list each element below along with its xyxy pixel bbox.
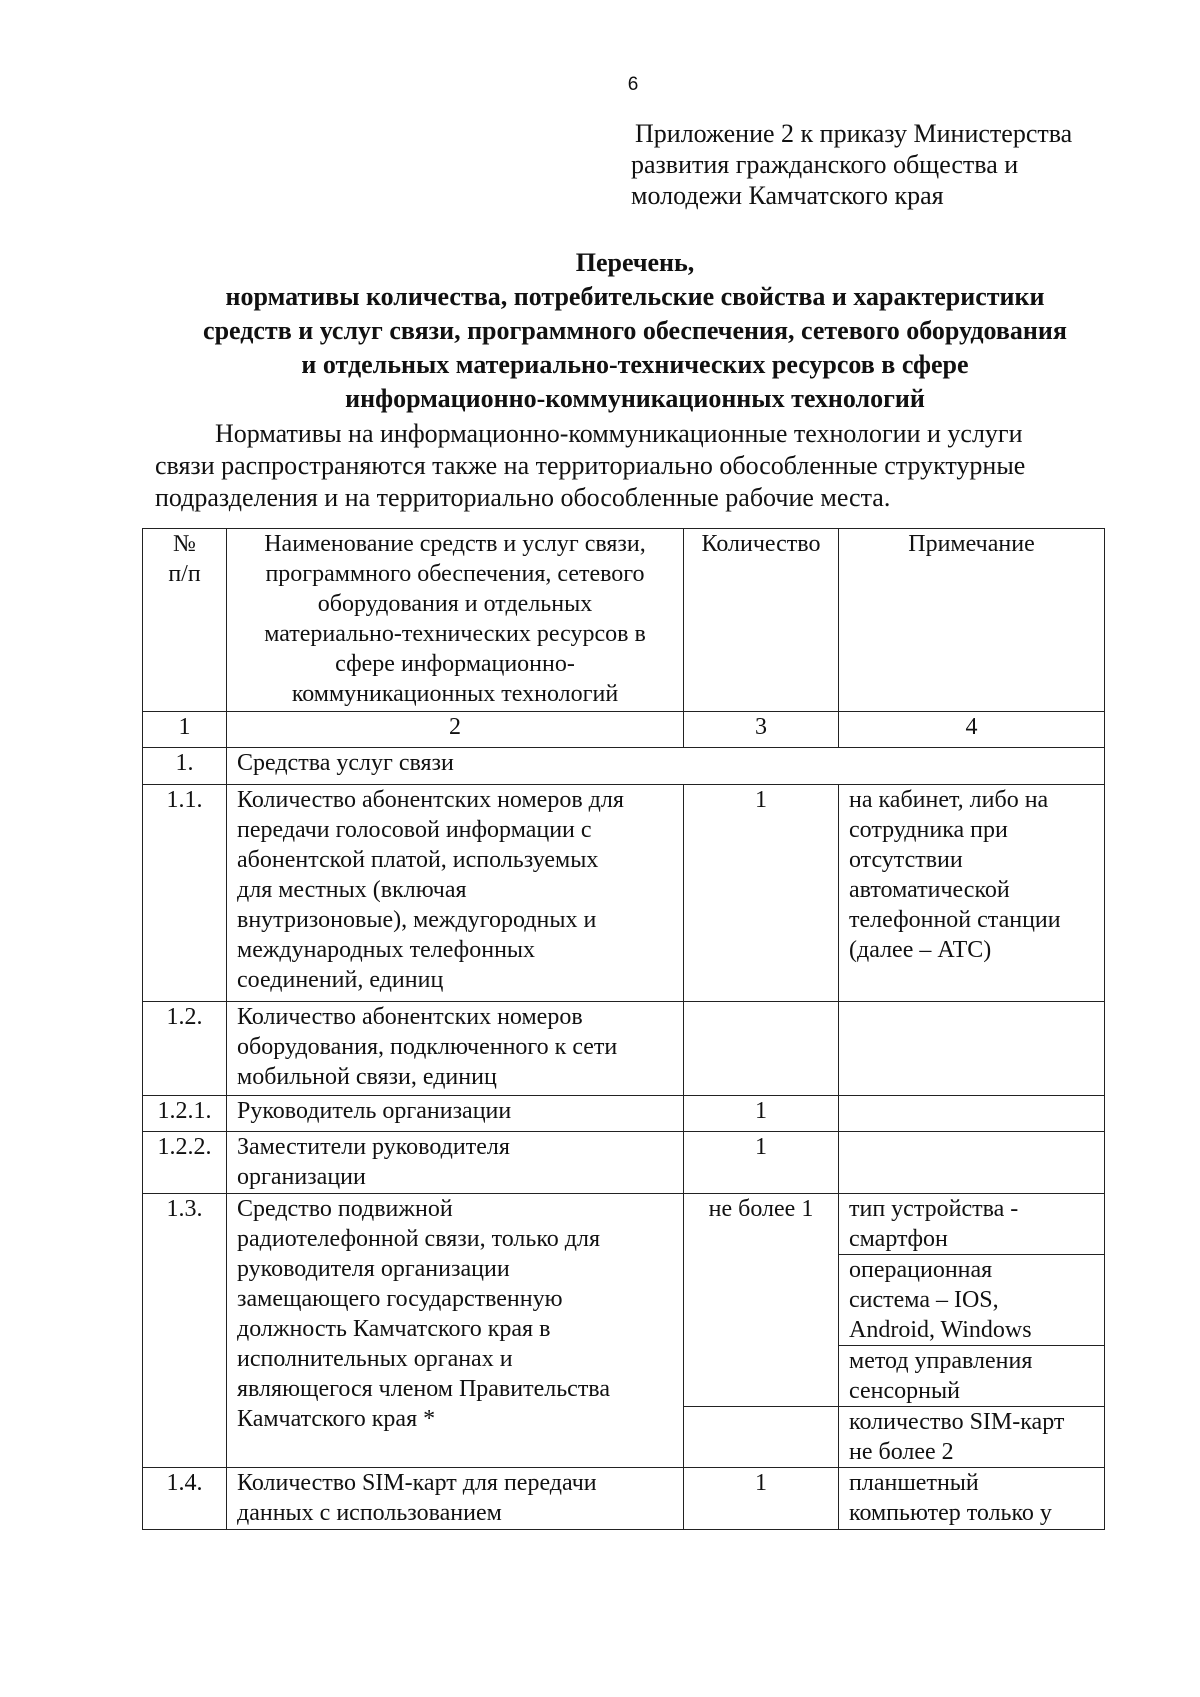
cell-line: Количество абонентских номеров для: [237, 787, 624, 813]
document-title: [150, 246, 1120, 416]
cell-line: №: [173, 531, 196, 557]
row-qty: 1: [684, 1132, 839, 1194]
cell-line: смартфон: [849, 1226, 948, 1252]
row-qty: 1: [684, 785, 839, 1002]
row-name: [227, 1468, 684, 1530]
page-number: 6: [627, 74, 639, 95]
appendix-line: Приложение 2 к приказу Министерства: [635, 119, 1073, 148]
cell-line: п/п: [168, 561, 201, 587]
table-row: [143, 785, 1105, 1002]
row-qty: [684, 1002, 839, 1096]
cell-line: (далее – АТС): [849, 937, 992, 963]
row-number: 1.3.: [143, 1194, 227, 1468]
row-qty: 1: [684, 1468, 839, 1530]
header-note: Примечание: [839, 529, 1105, 712]
table-row: [143, 1468, 1105, 1530]
column-number: 1: [143, 712, 227, 748]
cell-line: должность Камчатского края в: [237, 1316, 551, 1342]
cell-line: операционная: [849, 1257, 993, 1283]
section-title: [227, 748, 1105, 785]
column-number: 3: [684, 712, 839, 748]
row-number: 1.4.: [143, 1468, 227, 1530]
cell-line: Камчатского края *: [237, 1406, 436, 1432]
header-name: [227, 529, 684, 712]
cell-line: Наименование средств и услуг связи,: [264, 531, 646, 557]
row-number: 1.1.: [143, 785, 227, 1002]
header-qty: Количество: [684, 529, 839, 712]
header-num: [143, 529, 227, 712]
row-name: [227, 1096, 684, 1132]
row-name: [227, 1132, 684, 1194]
cell-line: планшетный: [849, 1470, 979, 1496]
cell-line: программного обеспечения, сетевого: [265, 561, 645, 587]
row-note: [839, 785, 1105, 1002]
title-line: средств и услуг связи, программного обеспечения, сетевого оборудования: [203, 316, 1067, 345]
cell-line: количество SIM-карт: [849, 1409, 1065, 1435]
column-number: 2: [227, 712, 684, 748]
cell-line: Количество SIM-карт для передачи: [237, 1470, 597, 1496]
cell-line: международных телефонных: [237, 937, 536, 963]
cell-line: замещающего государственную: [237, 1286, 563, 1312]
row-note: [839, 1255, 1105, 1346]
cell-line: радиотелефонной связи, только для: [237, 1226, 601, 1252]
title-line: и отдельных материально-технических ресурсов в сфере: [301, 350, 969, 379]
cell-line: Средства услуг связи: [237, 750, 454, 776]
title-line: нормативы количества, потребительские свойства и характеристики: [225, 282, 1045, 311]
row-number: 1.2.: [143, 1002, 227, 1096]
row-note: [839, 1002, 1105, 1096]
row-name: [227, 1002, 684, 1096]
table-row: [143, 1096, 1105, 1132]
cell-line: для местных (включая: [237, 877, 467, 903]
cell-line: исполнительных органах и: [237, 1346, 513, 1372]
cell-line: внутризоновые), междугородных и: [237, 907, 597, 933]
cell-line: Заместители руководителя: [237, 1134, 510, 1160]
row-number: 1.2.1.: [143, 1096, 227, 1132]
table-row: [143, 748, 1105, 785]
row-note: [839, 1407, 1105, 1468]
column-number-row: [143, 712, 1105, 748]
cell-line: соединений, единиц: [237, 967, 444, 993]
cell-line: абонентской платой, используемых: [237, 847, 599, 873]
row-note: [839, 1132, 1105, 1194]
row-note: [839, 1346, 1105, 1407]
row-name: [227, 1194, 684, 1468]
row-number: 1.2.2.: [143, 1132, 227, 1194]
cell-line: компьютер только у: [849, 1500, 1052, 1526]
title-line: информационно-коммуникационных технологий: [345, 384, 925, 413]
cell-line: оборудования и отдельных: [317, 591, 593, 617]
intro-line: связи распространяются также на территориально обособленные структурные: [155, 451, 1026, 480]
appendix-header: [631, 118, 1151, 211]
cell-line: Android, Windows: [849, 1317, 1032, 1343]
norms-table: [142, 528, 1105, 1530]
cell-line: организации: [237, 1164, 366, 1190]
cell-line: отсутствии: [849, 847, 963, 873]
cell-line: не более 2: [849, 1439, 954, 1465]
intro-paragraph: [155, 418, 1105, 514]
cell-line: данных с использованием: [237, 1500, 502, 1526]
table-row: [143, 1002, 1105, 1096]
appendix-line: молодежи Камчатского края: [631, 181, 944, 210]
cell-line: Средство подвижной: [237, 1196, 453, 1222]
title-line: Перечень,: [575, 248, 695, 277]
row-qty: не более 1: [684, 1194, 839, 1407]
cell-line: передачи голосовой информации с: [237, 817, 592, 843]
table-row: [143, 1194, 1105, 1255]
cell-line: система – IOS,: [849, 1287, 999, 1313]
cell-line: на кабинет, либо на: [849, 787, 1049, 813]
row-qty: [684, 1407, 839, 1468]
cell-line: сотрудника при: [849, 817, 1008, 843]
row-name: [227, 785, 684, 1002]
cell-line: руководителя организации: [237, 1256, 510, 1282]
cell-line: мобильной связи, единиц: [237, 1064, 497, 1090]
table-row: [143, 1132, 1105, 1194]
cell-line: оборудования, подключенного к сети: [237, 1034, 618, 1060]
row-number: 1.: [143, 748, 227, 785]
cell-line: коммуникационных технологий: [291, 681, 619, 707]
column-number: 4: [839, 712, 1105, 748]
cell-line: тип устройства -: [849, 1196, 1019, 1222]
cell-line: сенсорный: [849, 1378, 960, 1404]
row-qty: 1: [684, 1096, 839, 1132]
row-note: [839, 1096, 1105, 1132]
cell-line: сфере информационно-: [335, 651, 575, 677]
row-note: [839, 1194, 1105, 1255]
table-header-row: [143, 529, 1105, 712]
cell-line: телефонной станции: [849, 907, 1061, 933]
cell-line: являющегося членом Правительства: [237, 1376, 610, 1402]
cell-line: материально-технических ресурсов в: [264, 621, 646, 647]
appendix-line: развития гражданского общества и: [631, 150, 1019, 179]
cell-line: метод управления: [849, 1348, 1033, 1374]
cell-line: автоматической: [849, 877, 1010, 903]
row-note: [839, 1468, 1105, 1530]
intro-line: подразделения и на территориально обособленные рабочие места.: [155, 483, 891, 512]
cell-line: Количество абонентских номеров: [237, 1004, 583, 1030]
intro-line: Нормативы на информационно-коммуникационные технологии и услуги: [215, 419, 1023, 448]
cell-line: Руководитель организации: [237, 1098, 512, 1124]
